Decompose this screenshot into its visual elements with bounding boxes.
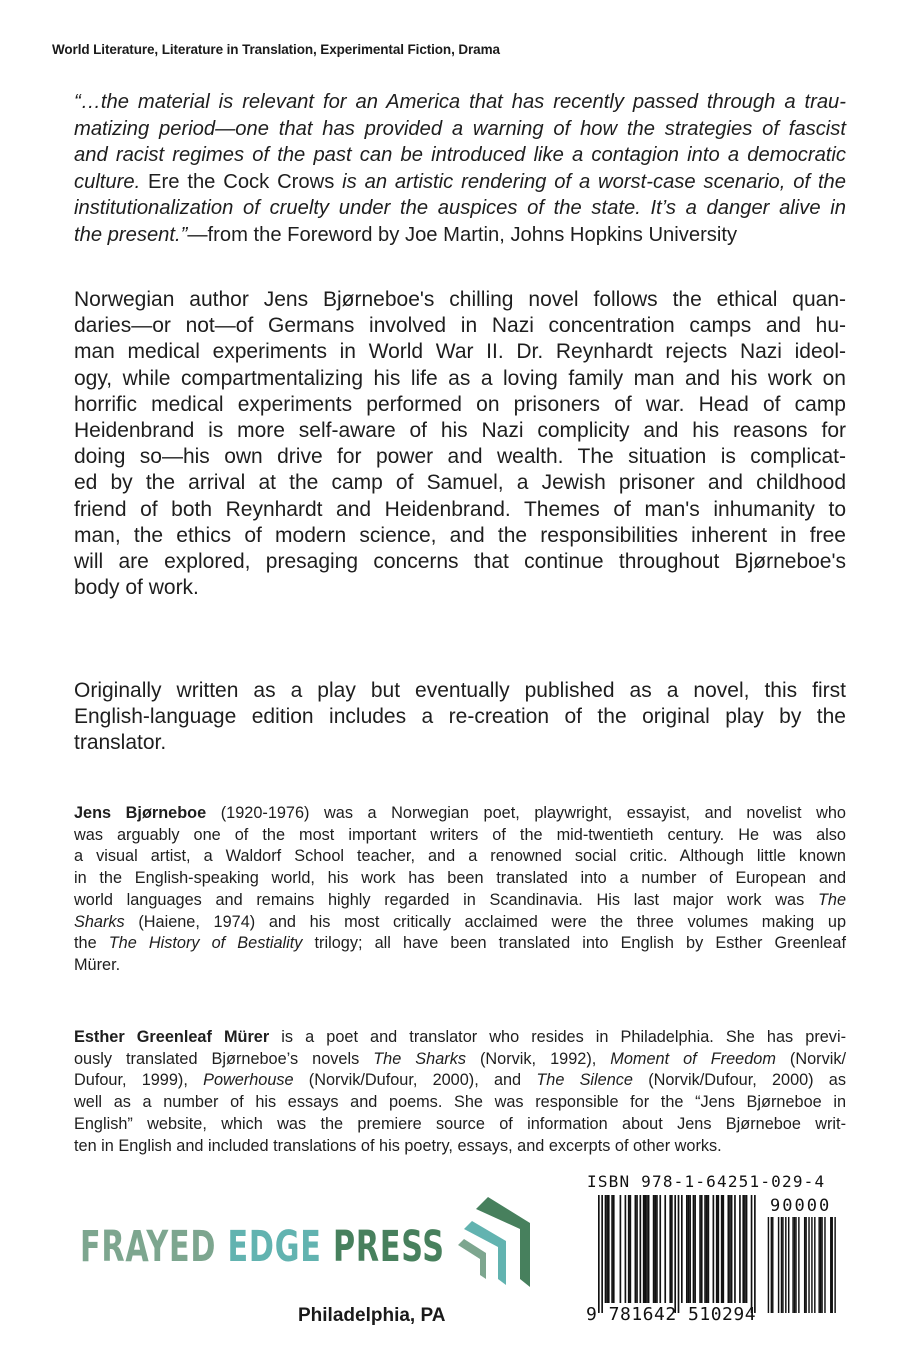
addon-bar bbox=[820, 1217, 821, 1313]
author-bio-line bbox=[74, 825, 846, 847]
barcode-addon-digits: 90000 bbox=[770, 1196, 832, 1216]
bio-text: Mürer. bbox=[74, 955, 121, 974]
isbn-barcode bbox=[598, 1195, 844, 1313]
description-line: Norwegian author Jens Bjørneboe's chilling novel follows the ethical quan- bbox=[74, 288, 846, 311]
bio-text: ten in English and included translations of his poetry, essays, and excerpts of other works. bbox=[74, 1136, 722, 1155]
bio-name: Jens Bjørneboe bbox=[74, 804, 207, 822]
logo-word-edge: EDGE bbox=[227, 1222, 322, 1272]
addon-bar bbox=[821, 1217, 822, 1313]
barcode-bar bbox=[742, 1195, 744, 1303]
book-title: Sharks bbox=[74, 912, 125, 931]
barcode-bar bbox=[671, 1195, 673, 1303]
barcode-bar bbox=[746, 1195, 748, 1303]
barcode-bar bbox=[636, 1195, 638, 1303]
bio-text: Dufour, 1999), bbox=[74, 1071, 204, 1090]
bio-text: trilogy; all have been translated into English by Esther Greenleaf bbox=[302, 934, 846, 953]
bio-name: Esther Greenleaf Mürer bbox=[74, 1028, 270, 1046]
addon-bar bbox=[811, 1217, 812, 1313]
quote-line bbox=[74, 169, 846, 196]
barcode-bar bbox=[723, 1195, 725, 1303]
quote-italic-text: institutionalization of cruelty under the auspices of the state. It’s a danger alive in bbox=[74, 197, 846, 219]
barcode-bar bbox=[611, 1195, 613, 1303]
quote-line bbox=[74, 116, 846, 143]
addon-bar bbox=[830, 1217, 831, 1313]
description-line: man, the ethics of modern science, and the responsibilities inherent in free bbox=[74, 523, 846, 547]
bio-text: in the English-speaking world, his work has been translated into a number of European and bbox=[74, 869, 846, 888]
barcode-bar bbox=[689, 1195, 691, 1303]
addon-bar bbox=[792, 1217, 793, 1313]
quote-line bbox=[74, 222, 846, 249]
barcode-bar bbox=[681, 1195, 683, 1303]
description-line: daries—or not—of Germans involved in Nazi concentration camps and hu- bbox=[74, 314, 846, 338]
description-line: friend of both Reynhardt and Heidenbrand. Themes of man's inhumanity to bbox=[74, 497, 846, 521]
bio-text: was arguably one of the most important writers of the mid-twentieth century. He was also bbox=[74, 825, 846, 844]
bio-text: the bbox=[74, 934, 109, 953]
quote-italic-text: “…the material is relevant for an America that has recently passed through a trau- bbox=[74, 91, 846, 113]
edition-note bbox=[74, 678, 846, 757]
quote-italic-text: culture. bbox=[74, 170, 141, 193]
barcode-bar bbox=[721, 1195, 723, 1303]
author-bio-line bbox=[74, 933, 846, 955]
addon-bar bbox=[768, 1217, 769, 1313]
barcode-bar bbox=[716, 1195, 718, 1303]
barcode-bar bbox=[598, 1195, 600, 1313]
description-line: Heidenbrand is more self-aware of his Nazi complicity and his reasons for bbox=[74, 419, 846, 443]
edition-note-line: English-language edition includes a re-creation of the original play by the bbox=[74, 705, 846, 729]
barcode-bar bbox=[635, 1195, 637, 1303]
quote-italic-text: is an artistic rendering of a worst-case scenario, of the bbox=[342, 170, 847, 193]
bio-text: (1920-1976) was a Norwegian poet, playwright, essayist, and novelist who bbox=[206, 804, 846, 822]
barcode-bar bbox=[613, 1195, 615, 1303]
description-line: ogy, while compartmentalizing his life as a loving family man and his work on bbox=[74, 366, 846, 390]
addon-bar bbox=[805, 1217, 806, 1313]
barcode-bar bbox=[643, 1195, 645, 1303]
barcode-bar bbox=[694, 1195, 696, 1303]
barcode-bar bbox=[644, 1195, 646, 1303]
logo-word-press: PRESS bbox=[332, 1222, 445, 1272]
translator-bio-line bbox=[74, 1070, 846, 1092]
bio-text: (Haiene, 1974) and his most critically acclaimed were the three volumes making up bbox=[124, 912, 846, 931]
barcode-bar bbox=[625, 1195, 627, 1303]
author-bio-line bbox=[74, 846, 846, 868]
quote-italic-text: and racist regimes of the past can be introduced like a contagion into a democratic bbox=[74, 144, 846, 166]
barcode-bar bbox=[731, 1195, 733, 1303]
quote-italic-text: the present.” bbox=[74, 223, 188, 246]
quote-text: Ere the Cock Crows bbox=[140, 170, 343, 193]
barcode-bar bbox=[620, 1195, 622, 1303]
addon-bar bbox=[778, 1217, 779, 1313]
barcode-bar bbox=[688, 1195, 690, 1303]
category-line: World Literature, Literature in Translation, Experimental Fiction, Drama bbox=[52, 42, 500, 57]
author-bio-line bbox=[74, 868, 846, 890]
barcode-bar bbox=[664, 1195, 666, 1303]
addon-bar bbox=[834, 1217, 835, 1313]
barcode-bar bbox=[608, 1195, 610, 1303]
barcode-bar bbox=[706, 1195, 708, 1303]
book-title: The bbox=[817, 890, 846, 909]
edition-note-line: Originally written as a play but eventually published as a novel, this first bbox=[74, 679, 846, 702]
translator-bio-line bbox=[74, 1092, 846, 1114]
description-line: body of work. bbox=[74, 576, 199, 600]
addon-bar bbox=[818, 1217, 819, 1313]
translator-bio-line bbox=[74, 1136, 846, 1158]
bio-text: world languages and remains highly regarded in Scandinavia. His last major work was bbox=[74, 890, 818, 909]
barcode-bar bbox=[674, 1195, 676, 1313]
translator-bio bbox=[74, 1027, 846, 1157]
addon-bar bbox=[788, 1217, 789, 1313]
barcode-bar bbox=[654, 1195, 656, 1303]
addon-bar bbox=[782, 1217, 783, 1313]
bio-text: is a poet and translator who resides in Philadelphia. She has previ- bbox=[269, 1028, 846, 1046]
description-line: man medical experiments in World War II. Dr. Reynhardt rejects Nazi ideol- bbox=[74, 340, 846, 364]
book-title: The History of Bestiality bbox=[108, 934, 303, 953]
description-line: horrific medical experiments performed on prisoners of war. Head of camp bbox=[74, 392, 846, 416]
barcode-bar bbox=[669, 1195, 671, 1303]
addon-bar bbox=[824, 1217, 825, 1313]
bio-text: (Norvik, 1992), bbox=[465, 1049, 611, 1068]
barcode-bar bbox=[713, 1195, 715, 1303]
isbn-label: ISBN 978-1-64251-029-4 bbox=[587, 1172, 826, 1191]
barcode-bar bbox=[678, 1195, 680, 1313]
barcode-bar bbox=[648, 1195, 650, 1303]
bio-text: (Norvik/ bbox=[775, 1049, 846, 1068]
barcode-bar bbox=[659, 1195, 661, 1303]
bio-text: (Norvik/Dufour, 2000), and bbox=[293, 1071, 537, 1090]
barcode-bar bbox=[727, 1195, 729, 1303]
barcode-bar bbox=[605, 1195, 607, 1303]
author-bio bbox=[74, 803, 846, 977]
addon-bar bbox=[781, 1217, 782, 1313]
author-bio-line bbox=[74, 912, 846, 934]
barcode-bar bbox=[630, 1195, 632, 1303]
barcode-bar bbox=[646, 1195, 648, 1303]
quote-line bbox=[74, 89, 846, 116]
quote-line bbox=[74, 142, 846, 169]
chevron-inner bbox=[458, 1239, 486, 1279]
addon-bar bbox=[795, 1217, 796, 1313]
description-line: ed by the arrival at the camp of Samuel, a Jewish prisoner and childhood bbox=[74, 471, 846, 495]
book-title: The Silence bbox=[536, 1071, 633, 1090]
addon-bar bbox=[814, 1217, 815, 1313]
barcode-bar bbox=[606, 1195, 608, 1303]
addon-bar bbox=[785, 1217, 786, 1313]
addon-bar bbox=[794, 1217, 795, 1313]
barcode-bar bbox=[656, 1195, 658, 1303]
edition-note-line: translator. bbox=[74, 731, 167, 755]
barcode-bar bbox=[628, 1195, 630, 1303]
bio-text: ously translated Bjørneboe’s novels bbox=[74, 1049, 374, 1068]
bio-text: (Norvik/Dufour, 2000) as bbox=[632, 1071, 847, 1090]
bio-text: English” website, which was the premiere source of information about Jens Bjørneboe writ- bbox=[74, 1114, 846, 1133]
quote-line bbox=[74, 195, 846, 222]
barcode-bar bbox=[734, 1195, 736, 1303]
translator-bio-line bbox=[74, 1114, 846, 1136]
barcode-bar bbox=[686, 1195, 688, 1303]
frayed-edge-chevron-icon bbox=[458, 1193, 538, 1293]
barcode-bar bbox=[653, 1195, 655, 1303]
barcode-bar bbox=[744, 1195, 746, 1303]
barcode-bar bbox=[699, 1195, 701, 1303]
publisher-logo-wordmark bbox=[80, 1222, 445, 1272]
addon-bar bbox=[772, 1217, 773, 1313]
addon-bar bbox=[832, 1217, 833, 1313]
barcode-bar bbox=[704, 1195, 706, 1303]
barcode-bar bbox=[701, 1195, 703, 1303]
description-line: doing so—his own drive for power and wealth. The situation is complicat- bbox=[74, 445, 846, 469]
quote-text: —from the Foreword by Joe Martin, Johns Hopkins University bbox=[187, 223, 738, 246]
barcode-bar bbox=[751, 1195, 753, 1313]
addon-bar bbox=[771, 1217, 772, 1313]
addon-bar bbox=[804, 1217, 805, 1313]
barcode-bar bbox=[718, 1195, 720, 1303]
description-line: will are explored, presaging concerns that continue throughout Bjørneboe's bbox=[74, 550, 846, 574]
barcode-bar bbox=[739, 1195, 741, 1303]
barcode-bar bbox=[729, 1195, 731, 1303]
barcode-bar bbox=[693, 1195, 695, 1303]
barcode-bar bbox=[601, 1195, 603, 1313]
book-title: The Sharks bbox=[373, 1049, 466, 1068]
translator-bio-line bbox=[74, 1049, 846, 1071]
addon-bar bbox=[798, 1217, 799, 1313]
author-bio-line bbox=[74, 955, 846, 977]
author-bio-line bbox=[74, 890, 846, 912]
logo-word-frayed: FRAYED bbox=[80, 1222, 217, 1272]
translator-bio-line bbox=[74, 1027, 846, 1049]
bio-text: well as a number of his essays and poems. She was responsible for the “Jens Bjørneboe in bbox=[74, 1093, 846, 1112]
foreword-quote bbox=[74, 89, 846, 248]
book-description bbox=[74, 287, 846, 601]
barcode-ean-digits: 9 781642 510294 bbox=[586, 1304, 757, 1325]
book-title: Moment of Freedom bbox=[610, 1049, 776, 1068]
author-bio-line bbox=[74, 803, 846, 825]
barcode-bar bbox=[708, 1195, 710, 1303]
bio-text: a visual artist, a Waldorf School teacher, and a renowned social critic. Although little known bbox=[74, 847, 846, 866]
addon-bar bbox=[808, 1217, 809, 1313]
quote-italic-text: matizing period—one that has provided a warning of how the strategies of fascist bbox=[74, 117, 846, 140]
barcode-bar bbox=[640, 1195, 642, 1303]
book-title: Powerhouse bbox=[203, 1071, 294, 1090]
publisher-location: Philadelphia, PA bbox=[298, 1305, 446, 1326]
barcode-bar bbox=[754, 1195, 756, 1313]
